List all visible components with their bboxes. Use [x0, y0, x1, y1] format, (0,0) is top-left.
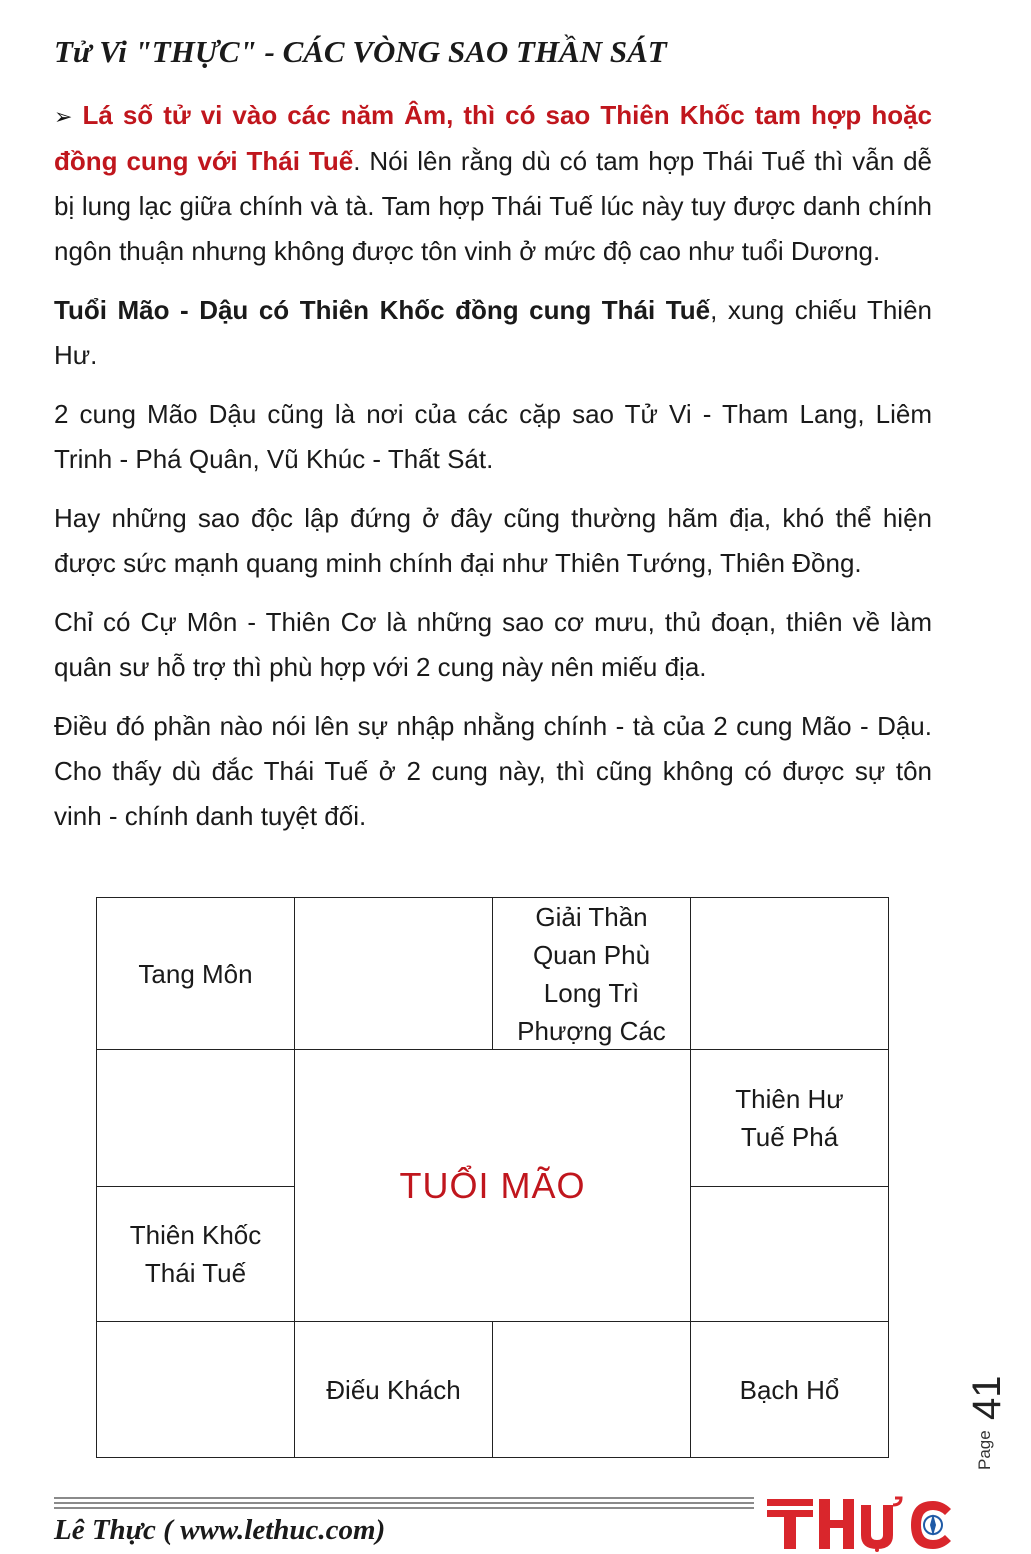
body-text [54, 93, 932, 853]
logo-u-icon [861, 1498, 901, 1552]
paragraph-2-bold: Tuổi Mão - Dậu có Thiên Khốc đồng cung Thái Tuế [54, 295, 711, 325]
star-name: Tuế Phá [740, 1122, 839, 1152]
paragraph-3: 2 cung Mão Dậu cũng là nơi của các cặp sao Tử Vi - Tham Lang, Liêm Trinh - Phá Quân, Vũ Khúc - Thất Sát. [54, 399, 932, 474]
star-name: Tang Môn [138, 958, 253, 989]
chart-cell [690, 1186, 889, 1322]
chart-cell [492, 897, 691, 1050]
paragraph-1-rest: . Nói lên rằng dù có tam hợp Thái Tuế thì vẫn dễ bị lung lạc giữa chính và tà. Tam hợp Thái Tuế lúc này tuy được danh chính ngôn thuận nhưng không được tôn vinh ở mức độ cao như tuổi Dương. [54, 146, 932, 266]
chart-cell [690, 1321, 889, 1458]
center-label: TUỔI MÃO [399, 1164, 586, 1206]
chart-cell [690, 1049, 889, 1187]
footer-rule [54, 1497, 754, 1512]
star-name: Điếu Khách [326, 1374, 461, 1405]
page-label: Page [975, 1430, 994, 1470]
chart-cell [96, 1049, 295, 1187]
chart-cell [492, 1321, 691, 1458]
page-number: 41 [965, 1375, 1009, 1420]
chart-cell [294, 897, 493, 1050]
chart-cell [96, 1321, 295, 1458]
chart-cell [294, 1321, 493, 1458]
paragraph-1 [54, 93, 932, 274]
star-name: Thiên Khốc [129, 1220, 262, 1250]
document-title: Tử Vi "THỰC" - CÁC VÒNG SAO THẦN SÁT [54, 34, 667, 69]
thuc-logo [765, 1495, 965, 1553]
arrow-bullet-icon: ➢ [54, 104, 73, 129]
chart-center [294, 1049, 691, 1322]
paragraph-5: Chỉ có Cự Môn - Thiên Cơ là những sao cơ mưu, thủ đoạn, thiên về làm quân sư hỗ trợ thì phù hợp với 2 cung này nên miếu địa. [54, 607, 932, 682]
logo-h-icon [819, 1499, 854, 1549]
tu-vi-chart [96, 897, 889, 1458]
star-name: Giải Thần [535, 901, 648, 932]
star-name: Long Trì [543, 977, 640, 1008]
paragraph-2 [54, 288, 932, 378]
paragraph-4: Hay những sao độc lập đứng ở đây cũng thường hãm địa, khó thể hiện được sức mạnh quang minh chính đại như Thiên Tướng, Thiên Đồng. [54, 503, 932, 578]
star-name: Bạch Hổ [739, 1374, 840, 1405]
logo-t-icon [767, 1499, 813, 1549]
paragraph-6: Điều đó phần nào nói lên sự nhập nhằng chính - tà của 2 cung Mão - Dậu. Cho thấy dù đắc Thái Tuế ở 2 cung này, thì cũng không có được sự tôn vinh - chính danh tuyệt đối. [54, 711, 932, 831]
star-name: Thái Tuế [144, 1258, 247, 1288]
chart-cell [96, 897, 295, 1050]
chart-cell [690, 897, 889, 1050]
star-name: Phượng Các [517, 1015, 666, 1046]
paragraph-2-rest: , xung chiếu Thiên Hư. [54, 295, 933, 370]
chart-cell [96, 1186, 295, 1322]
paragraph-1-highlight: Lá số tử vi vào các năm Âm, thì có sao Thiên Khốc tam hợp hoặc đồng cung với Thái Tuế [54, 100, 932, 176]
star-name: Thiên Hư [735, 1084, 844, 1114]
star-name: Quan Phù [532, 939, 651, 970]
footer-author: Lê Thực ( www.lethuc.com) [54, 1514, 386, 1546]
logo-c-compass-icon [911, 1501, 951, 1549]
